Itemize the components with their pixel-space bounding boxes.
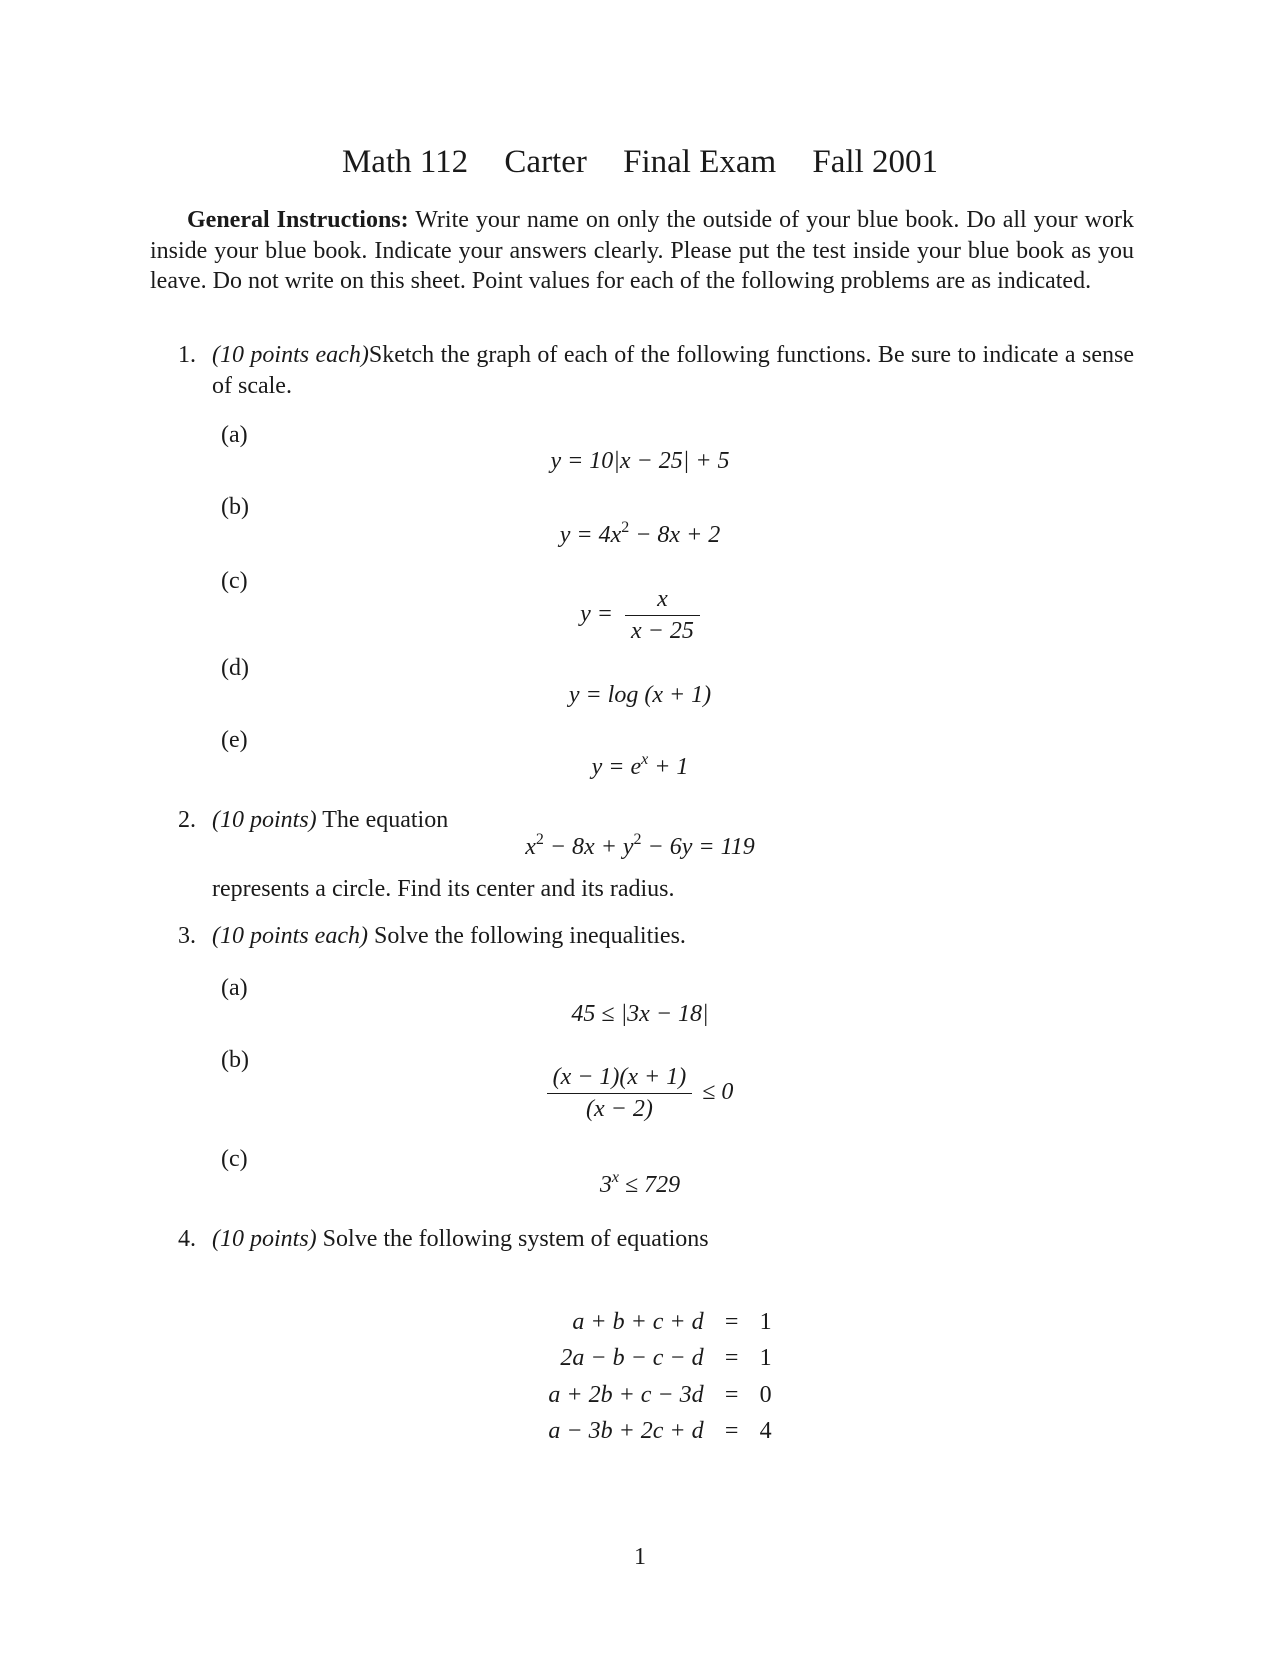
system-row: a + 2b + c − 3d = 0: [548, 1381, 772, 1408]
problem-1-prompt: Sketch the graph of each of the following functions. Be sure to indicate a sense of scale.: [212, 342, 1135, 399]
problem-1b-label: (b): [221, 494, 249, 520]
problem-1-number: 1.: [178, 342, 196, 368]
problem-2-followup: represents a circle. Find its center and its radius.: [212, 876, 675, 902]
problem-3c-inequality: $3^x \le 729$: [599, 1169, 681, 1198]
problem-1d-equation: y = log (x + 1): [568, 682, 712, 708]
problem-1a-label: (a): [221, 422, 248, 448]
problem-2-equation: $x^2 - 8x + y^2 - 6y = 119$: [525, 831, 755, 860]
problem-3a-inequality: 45 ≤ |3x − 18|: [571, 1001, 709, 1027]
page-number: 1: [634, 1544, 646, 1570]
problem-4-text: [212, 1224, 1134, 1255]
exam-title: [0, 144, 1280, 181]
problem-1e-equation: $y = e^x + 1$: [591, 751, 689, 780]
problem-3b-label: (b): [221, 1047, 249, 1073]
problem-1c-equation: y = $\frac{x}{x - 25}$: [0, 586, 1280, 645]
problem-1e-label: (e): [221, 727, 248, 753]
problem-3-number: 3.: [178, 923, 196, 949]
problem-3a-label: (a): [221, 975, 248, 1001]
instructions-label: General Instructions:: [187, 207, 409, 233]
problem-1c-label: (c): [221, 568, 248, 594]
problem-3b-inequality: $\frac{(x - 1)(x + 1)}{(x - 2)}$ ≤ 0: [0, 1064, 1280, 1123]
system-row: a − 3b + 2c + d = 4: [548, 1418, 772, 1445]
system-row: a + b + c + d = 1: [572, 1308, 772, 1335]
problem-2-prompt: The equation: [322, 807, 449, 833]
problem-3c-label: (c): [221, 1146, 248, 1172]
exam-term: Fall 2001: [812, 144, 939, 180]
problem-2-text: [212, 805, 1134, 836]
instructions-text: Write your name on only the outside of your blue book. Do all your work inside your blue book. Indicate your answers clearly. Please put the test inside your blue book as you leave. Do not write on this sheet. Point values for each of the following problems are as indicated.: [150, 207, 1134, 294]
problem-1c-fraction: $\frac{x}{x - 25}$: [625, 586, 700, 645]
problem-4-number: 4.: [178, 1226, 196, 1252]
problem-1b-equation: $y = 4x^2 - 8x + 2$: [559, 519, 721, 548]
problem-3b-fraction: $\frac{(x - 1)(x + 1)}{(x - 2)}$: [547, 1064, 693, 1123]
problem-2-number: 2.: [178, 807, 196, 833]
problem-3-text: [212, 921, 1134, 952]
problem-1d-label: (d): [221, 655, 249, 681]
system-row: 2a − b − c − d = 1: [560, 1345, 772, 1372]
problem-3-prompt: Solve the following inequalities.: [373, 923, 686, 949]
general-instructions: [150, 205, 1134, 297]
course-name: Math 112: [341, 144, 469, 180]
problem-4-prompt: Solve the following system of equations: [322, 1226, 709, 1252]
problem-1a-equation: y = 10|x − 25| + 5: [550, 448, 730, 474]
problem-3-points: (10 points each): [212, 923, 368, 949]
exam-name: Final Exam: [623, 144, 777, 180]
problem-1-points: (10 points each): [212, 342, 369, 368]
instructor-name: Carter: [504, 144, 587, 180]
problem-2-points: (10 points): [212, 807, 317, 833]
problem-1-text: [212, 340, 1134, 401]
problem-4-points: (10 points): [212, 1226, 317, 1252]
equation-system-table: [548, 1304, 771, 1450]
problem-4-system: [0, 1304, 1280, 1450]
